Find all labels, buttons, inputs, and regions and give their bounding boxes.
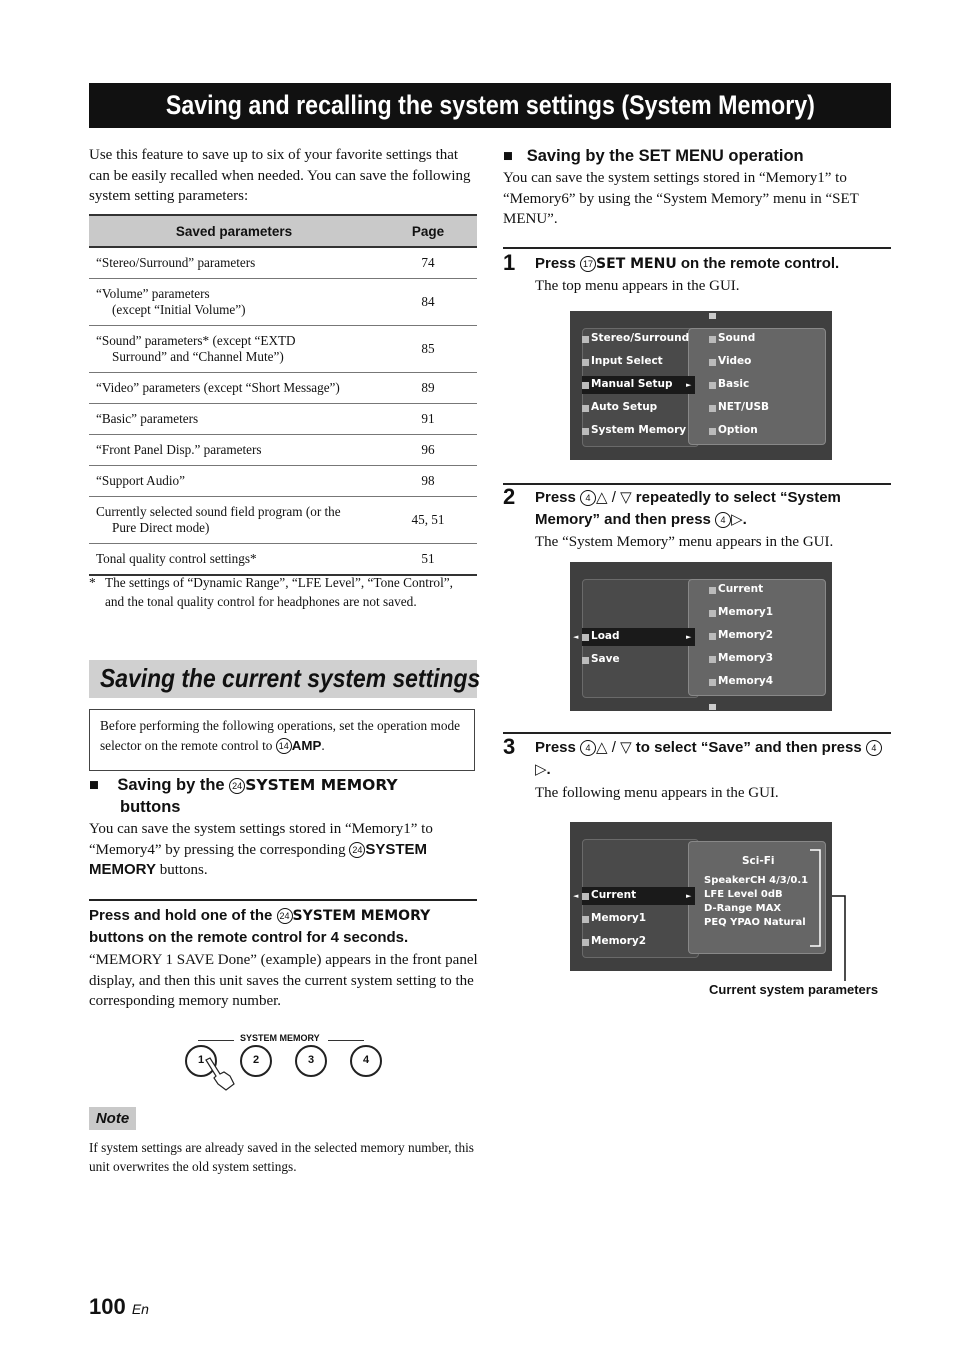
label-line-left — [198, 1040, 234, 1041]
table-row — [89, 544, 477, 576]
page-cell: 45, 51 — [379, 497, 477, 544]
gui-bullet-icon — [582, 939, 589, 946]
button-number-icon: 14 — [276, 738, 292, 754]
param-text: Currently selected sound field program (or the — [96, 504, 341, 519]
gui-menu-item: Memory2 — [591, 935, 647, 947]
section-title: Saving the current system settings — [100, 663, 481, 693]
gui-menu-item: Video — [718, 355, 752, 367]
press-hold-body: “MEMORY 1 SAVE Done” (example) appears in the front panel display, and then this unit saves the current system setting to the corresponding memory number. — [89, 952, 478, 1009]
param-text-cont: Pure Direct mode) — [112, 520, 210, 535]
gui-menu-item: Option — [718, 424, 758, 436]
up-down-arrow-icon: △ / ▽ — [596, 739, 632, 756]
gui-bullet-icon — [709, 382, 716, 389]
table-row — [89, 466, 477, 497]
boxed-note-end: . — [321, 738, 325, 753]
button-number-icon: 17 — [580, 256, 596, 272]
divider — [89, 899, 477, 901]
button-number-icon: 4 — [715, 512, 731, 528]
gui-bullet-icon — [709, 336, 716, 343]
gui-menu-item: Memory2 — [718, 629, 774, 641]
left-arrow-icon: ◄ — [573, 892, 579, 900]
page-number-value: 100 — [89, 1294, 126, 1319]
right-arrow-icon: ► — [686, 381, 692, 389]
table-header-page: Page — [379, 215, 477, 247]
page-title: Saving and recalling the system settings (System Memory) — [89, 83, 891, 128]
sub2-heading: Saving by the SET MENU operation — [526, 147, 804, 165]
table-header-param: Saved parameters — [89, 215, 379, 247]
table-row — [89, 435, 477, 466]
param-text: “Front Panel Disp.” parameters — [96, 442, 262, 457]
param-text: “Support Audio” — [96, 473, 186, 488]
gui-bullet-icon — [582, 405, 589, 412]
step-1-desc: The top menu appears in the GUI. — [535, 278, 740, 294]
right-arrow-icon: ▷ — [731, 511, 743, 528]
system-memory-label: SYSTEM MEMORY — [240, 1033, 320, 1043]
param-text: “Stereo/Surround” parameters — [96, 255, 256, 270]
gui-bullet-icon — [709, 587, 716, 594]
press-hold-key: SYSTEM MEMORY — [292, 908, 431, 924]
param-cell — [89, 373, 379, 404]
button-number-icon: 4 — [580, 740, 596, 756]
section-title-bar — [89, 660, 481, 698]
note-tag: Note — [89, 1107, 136, 1130]
gui-menu-item: Sound — [718, 332, 756, 344]
left-arrow-icon: ◄ — [573, 633, 579, 641]
gui-bullet-icon — [709, 428, 716, 435]
gui-parameter-line: D-Range MAX — [704, 903, 782, 914]
up-down-arrow-icon: △ / ▽ — [596, 489, 632, 506]
footnote-mark: * — [89, 575, 96, 590]
button-number-icon: 4 — [580, 490, 596, 506]
gui-bullet-icon — [582, 634, 589, 641]
intro-paragraph: Use this feature to save up to six of your favorite settings that can be easily recalled when needed. You can save the following system setting parameters: — [89, 147, 471, 204]
param-cell — [89, 435, 379, 466]
gui-bullet-icon — [582, 916, 589, 923]
square-bullet-icon: ■ — [503, 147, 513, 165]
footnote: The settings of “Dynamic Range”, “LFE Level”, “Tone Control”, and the tonal quality control for headphones are not saved. — [105, 575, 453, 609]
step-1-number: 1 — [503, 250, 516, 275]
right-arrow-icon: ► — [686, 633, 692, 641]
press-hold-b: buttons on the remote control for 4 seconds. — [89, 929, 409, 946]
gui-system-memory-menu — [570, 562, 832, 711]
step-1-instruction — [535, 253, 895, 275]
gui-bullet-icon — [709, 405, 716, 412]
table-row — [89, 279, 477, 326]
gui-menu-item: NET/USB — [718, 401, 770, 413]
gui-menu-item: Input Select — [591, 355, 663, 367]
param-cell — [89, 497, 379, 544]
system-memory-button-3: 3 — [295, 1045, 327, 1077]
gui-parameter-line: PEQ YPAO Natural — [704, 917, 806, 928]
gui-bullet-icon — [582, 359, 589, 366]
divider — [503, 732, 891, 734]
gui-bullet-icon — [582, 657, 589, 664]
param-text: “Basic” parameters — [96, 411, 199, 426]
boxed-note — [89, 709, 475, 771]
param-text: “Video” parameters (except “Short Message”) — [96, 380, 340, 395]
boxed-note-text: Before performing the following operations, set the operation mode selector on the remote control to — [100, 718, 461, 753]
page-cell: 89 — [379, 373, 477, 404]
param-text-cont: (except “Initial Volume”) — [112, 302, 246, 317]
gui-bullet-icon — [582, 336, 589, 343]
param-cell — [89, 544, 379, 576]
sub1-key: SYSTEM MEMORY — [245, 776, 398, 794]
table-row — [89, 247, 477, 279]
sub1-body — [89, 819, 479, 881]
param-cell — [89, 279, 379, 326]
page-number — [89, 1294, 149, 1320]
callout-label: Current system parameters — [709, 982, 879, 997]
gui-bullet-icon — [582, 893, 589, 900]
square-bullet-icon: ■ — [89, 776, 99, 794]
subsection-heading-set-menu — [503, 145, 893, 167]
table-row — [89, 373, 477, 404]
sub1-heading-b: buttons — [120, 798, 181, 816]
table-row — [89, 326, 477, 373]
sub2-body: You can save the system settings stored in “Memory1” to “Memory6” by using the “System Memory” menu in “SET MENU”. — [503, 170, 859, 227]
page-cell: 84 — [379, 279, 477, 326]
press-hold-heading — [89, 905, 479, 949]
page-cell: 74 — [379, 247, 477, 279]
press-hold-a: Press and hold one of the — [89, 907, 273, 924]
step-3-a: Press — [535, 739, 576, 756]
saved-parameters-table — [89, 214, 477, 576]
sub1-body-b: buttons. — [159, 862, 208, 878]
param-text: Tonal quality control settings* — [96, 551, 257, 566]
set-menu-key: SET MENU — [596, 256, 677, 272]
system-memory-button-4: 4 — [350, 1045, 382, 1077]
pressing-hand-icon — [200, 1056, 240, 1092]
button-number-icon: 24 — [277, 908, 293, 924]
table-row — [89, 497, 477, 544]
sub1-body-a: You can save the system settings stored in “Memory1” to “Memory4” by pressing the corresponding — [89, 821, 433, 858]
divider — [503, 247, 891, 249]
gui-menu-item: Save — [591, 653, 620, 665]
param-text-cont: Surround” and “Channel Mute”) — [112, 349, 284, 364]
gui-bullet-icon — [709, 633, 716, 640]
table-header-row — [89, 215, 477, 247]
gui-bullet-icon — [582, 382, 589, 389]
page-cell: 51 — [379, 544, 477, 576]
gui-menu-item: System Memory — [591, 424, 687, 436]
page-cell: 85 — [379, 326, 477, 373]
gui-bullet-icon — [709, 610, 716, 617]
gui-menu-item: Memory3 — [718, 652, 774, 664]
sub1-body-key: SYSTEM MEMORY — [89, 840, 428, 878]
step-3-desc: The following menu appears in the GUI. — [535, 785, 779, 801]
step-2-b: repeatedly to select “System Memory” and then press — [535, 489, 841, 528]
button-number-icon: 4 — [866, 740, 882, 756]
sub1-heading-a: Saving by the — [117, 776, 225, 794]
divider — [503, 483, 891, 485]
step-1-a: Press — [535, 255, 576, 272]
page-cell: 91 — [379, 404, 477, 435]
gui-save-menu — [570, 822, 832, 971]
system-memory-illustration — [180, 1030, 390, 1095]
gui-scroll-indicator — [709, 313, 716, 319]
gui-bullet-icon — [709, 656, 716, 663]
gui-menu-item: Basic — [718, 378, 750, 390]
button-number-icon: 24 — [349, 842, 365, 858]
step-2-instruction — [535, 487, 895, 531]
gui-menu-item: Memory4 — [718, 675, 774, 687]
step-3-end: . — [546, 761, 551, 778]
gui-parameter-line: LFE Level 0dB — [704, 889, 783, 900]
right-arrow-icon: ▷ — [535, 761, 547, 778]
gui-menu-item: Auto Setup — [591, 401, 658, 413]
subsection-heading-system-memory — [89, 774, 479, 818]
system-memory-button-2: 2 — [240, 1045, 272, 1077]
note-text: If system settings are already saved in the selected memory number, this unit overwrites the old system settings. — [89, 1140, 474, 1174]
bracket-icon — [808, 848, 824, 948]
gui-menu-item: Load — [591, 630, 620, 642]
right-arrow-icon: ► — [686, 892, 692, 900]
gui-program-name: Sci-Fi — [742, 855, 775, 867]
param-text: “Sound” parameters* (except “EXTD — [96, 333, 296, 348]
gui-menu-item: Current — [718, 583, 764, 595]
param-text: “Volume” parameters — [96, 286, 210, 301]
page-cell: 98 — [379, 466, 477, 497]
step-2-desc: The “System Memory” menu appears in the GUI. — [535, 534, 834, 550]
step-1-b: on the remote control. — [680, 255, 840, 272]
gui-menu-item: Stereo/Surround — [591, 332, 690, 344]
step-2-number: 2 — [503, 484, 516, 509]
amp-key-label: AMP — [291, 738, 322, 753]
gui-menu-item: Manual Setup — [591, 378, 673, 390]
gui-scroll-indicator — [709, 704, 716, 710]
page-cell: 96 — [379, 435, 477, 466]
gui-menu-item: Current — [591, 889, 637, 901]
step-2-end: . — [742, 511, 747, 528]
step-3-number: 3 — [503, 734, 516, 759]
label-line-right — [328, 1040, 364, 1041]
button-number-icon: 24 — [229, 778, 245, 794]
gui-menu-item: Memory1 — [591, 912, 647, 924]
gui-parameter-line: SpeakerCH 4/3/0.1 — [704, 875, 809, 886]
system-memory-button-1: 1 — [185, 1045, 217, 1077]
param-cell — [89, 326, 379, 373]
step-3-b: to select “Save” and then press — [635, 739, 862, 756]
param-cell — [89, 247, 379, 279]
gui-menu-item: Memory1 — [718, 606, 774, 618]
step-3-instruction — [535, 737, 895, 781]
step-2-a: Press — [535, 489, 576, 506]
param-cell — [89, 404, 379, 435]
callout-leader-line — [832, 893, 848, 983]
param-cell — [89, 466, 379, 497]
gui-bullet-icon — [582, 428, 589, 435]
gui-bullet-icon — [709, 679, 716, 686]
table-row — [89, 404, 477, 435]
page-language: En — [131, 1301, 149, 1317]
gui-top-menu — [570, 311, 832, 460]
gui-bullet-icon — [709, 359, 716, 366]
